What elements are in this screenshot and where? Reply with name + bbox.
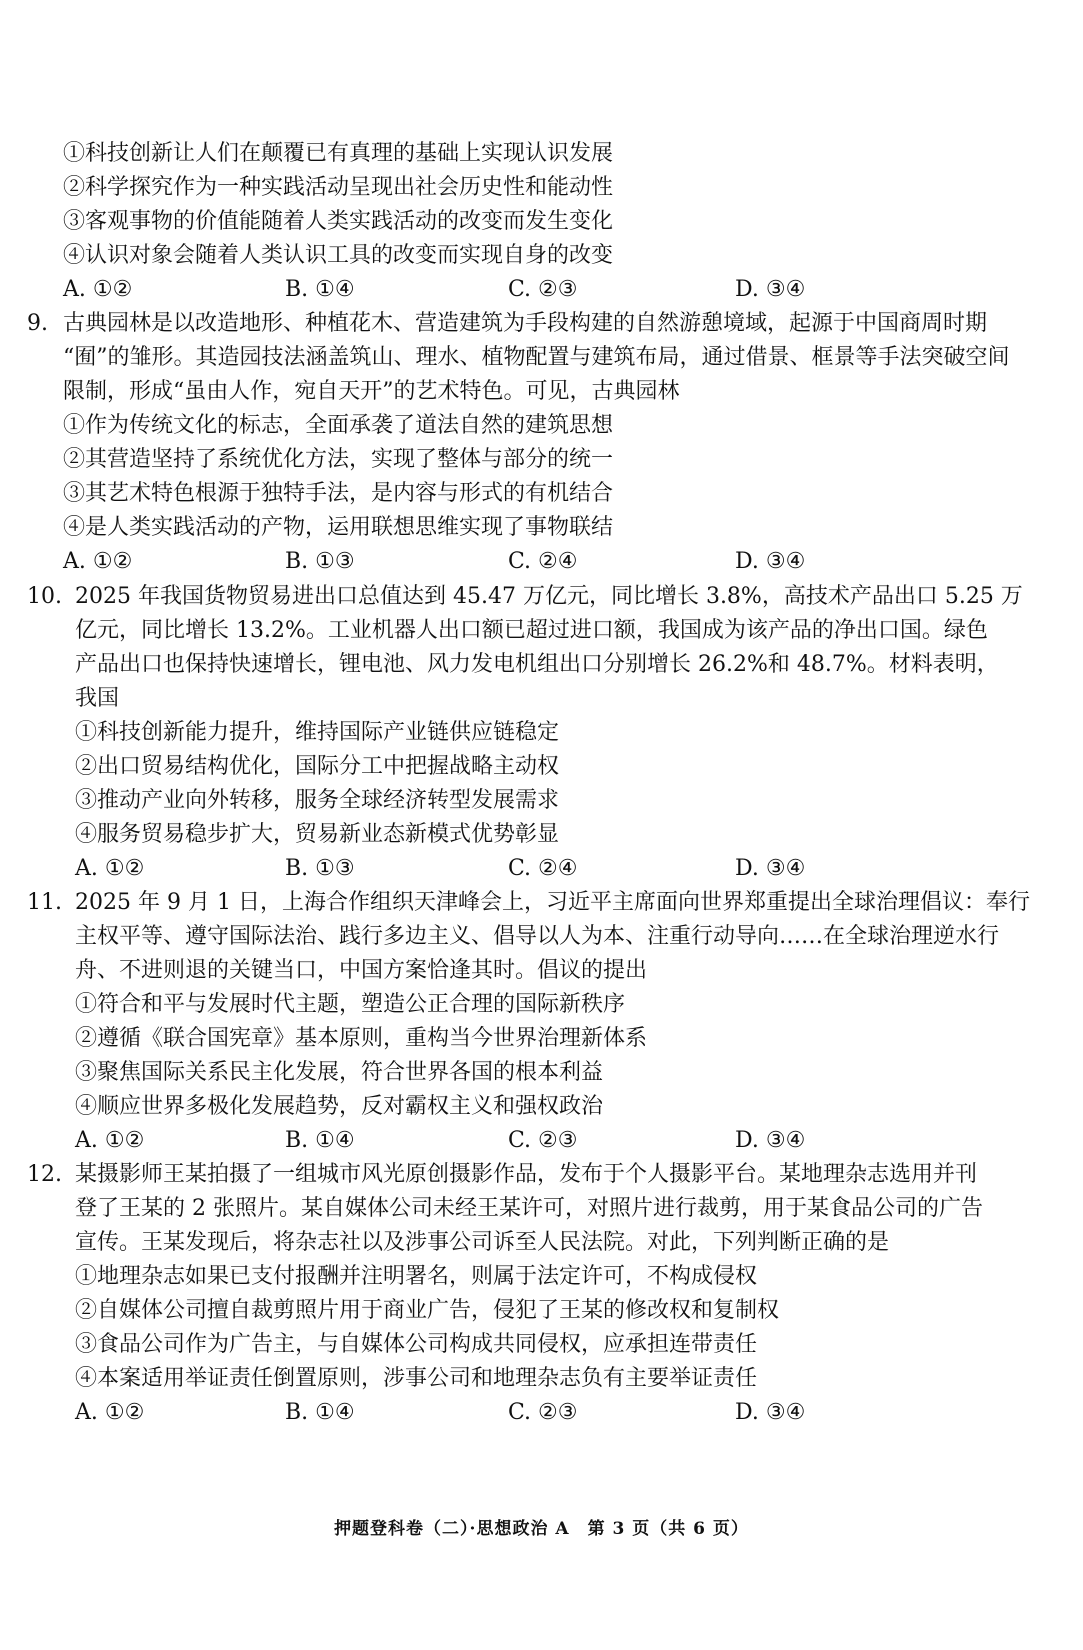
q10-option-d: D. ③④ [735, 856, 806, 881]
q9-stem-line-2: “囿”的雏形。其造园技法涵盖筑山、理水、植物配置与建筑布局，通过借景、框景等手法突破空间 [63, 345, 1010, 370]
q10-number: 10. [27, 584, 62, 609]
q8-item-1: ①科技创新让人们在颠覆已有真理的基础上实现认识发展 [63, 141, 614, 166]
q8-item-3: ③客观事物的价值能随着人类实践活动的改变而发生变化 [63, 209, 614, 234]
q11-option-a: A. ①② [75, 1128, 145, 1153]
q10-item-3: ③推动产业向外转移，服务全球经济转型发展需求 [75, 788, 560, 813]
q11-option-b: B. ①④ [285, 1128, 355, 1153]
q9-item-4: ④是人类实践活动的产物，运用联想思维实现了事物联结 [63, 515, 614, 540]
q10-stem-line-1: 2025 年我国货物贸易进出口总值达到 45.47 万亿元，同比增长 3.8%，高技术产品出口 5.25 万 [75, 584, 1023, 609]
q11-item-4: ④顺应世界多极化发展趋势，反对霸权主义和强权政治 [75, 1094, 604, 1119]
q10-stem-line-4: 我国 [75, 686, 120, 711]
q11-item-1: ①符合和平与发展时代主题，塑造公正合理的国际新秩序 [75, 992, 626, 1017]
q10-item-4: ④服务贸易稳步扩大，贸易新业态新模式优势彰显 [75, 822, 560, 847]
q9-number: 9. [27, 311, 48, 336]
q9-stem-line-1: 古典园林是以改造地形、种植花木、营造建筑为手段构建的自然游憩境域，起源于中国商周时期 [63, 311, 988, 336]
q12-stem-line-1: 某摄影师王某拍摄了一组城市风光原创摄影作品，发布于个人摄影平台。某地理杂志选用并刊 [75, 1162, 978, 1187]
q9-item-1: ①作为传统文化的标志，全面承袭了道法自然的建筑思想 [63, 413, 614, 438]
q8-item-4: ④认识对象会随着人类认识工具的改变而实现自身的改变 [63, 243, 614, 268]
q11-item-3: ③聚焦国际关系民主化发展，符合世界各国的根本利益 [75, 1060, 604, 1085]
q12-option-a: A. ①② [75, 1400, 145, 1425]
q8-option-a: A. ①② [63, 277, 133, 302]
q11-option-c: C. ②③ [508, 1128, 578, 1153]
q9-option-b: B. ①③ [285, 549, 355, 574]
q11-number: 11. [27, 890, 62, 915]
q9-item-3: ③其艺术特色根源于独特手法，是内容与形式的有机结合 [63, 481, 614, 506]
q10-option-a: A. ①② [75, 856, 145, 881]
q9-option-a: A. ①② [63, 549, 133, 574]
q9-stem-line-3: 限制，形成“虽由人作，宛自天开”的艺术特色。可见，古典园林 [63, 379, 680, 404]
q11-stem-line-2: 主权平等、遵守国际法治、践行多边主义、倡导以人为本、注重行动导向……在全球治理逆水行 [75, 924, 1000, 949]
q9-item-2: ②其营造坚持了系统优化方法，实现了整体与部分的统一 [63, 447, 614, 472]
q12-item-3: ③食品公司作为广告主，与自媒体公司构成共同侵权，应承担连带责任 [75, 1332, 758, 1357]
q8-option-d: D. ③④ [735, 277, 806, 302]
q10-option-b: B. ①③ [285, 856, 355, 881]
q12-number: 12. [27, 1162, 62, 1187]
q12-item-1: ①地理杂志如果已支付报酬并注明署名，则属于法定许可，不构成侵权 [75, 1264, 758, 1289]
q11-option-d: D. ③④ [735, 1128, 806, 1153]
q10-stem-line-3: 产品出口也保持快速增长，锂电池、风力发电机组出口分别增长 26.2%和 48.7%。材料表明， [75, 652, 999, 677]
q10-item-1: ①科技创新能力提升，维持国际产业链供应链稳定 [75, 720, 560, 745]
q8-option-b: B. ①④ [285, 277, 355, 302]
q12-option-b: B. ①④ [285, 1400, 355, 1425]
q12-item-4: ④本案适用举证责任倒置原则，涉事公司和地理杂志负有主要举证责任 [75, 1366, 758, 1391]
q12-option-c: C. ②③ [508, 1400, 578, 1425]
q8-item-2: ②科学探究作为一种实践活动呈现出社会历史性和能动性 [63, 175, 614, 200]
page-footer: 押题登科卷（二）·思想政治 A 第 3 页（共 6 页） [334, 1519, 749, 1539]
q12-stem-line-2: 登了王某的 2 张照片。某自媒体公司未经王某许可，对照片进行裁剪，用于某食品公司的广告 [75, 1196, 983, 1221]
q9-option-c: C. ②④ [508, 549, 578, 574]
q12-stem-line-3: 宣传。王某发现后，将杂志社以及涉事公司诉至人民法院。对此，下列判断正确的是 [75, 1230, 890, 1255]
q11-item-2: ②遵循《联合国宪章》基本原则，重构当今世界治理新体系 [75, 1026, 648, 1051]
q12-option-d: D. ③④ [735, 1400, 806, 1425]
q8-option-c: C. ②③ [508, 277, 578, 302]
q11-stem-line-3: 舟、不进则退的关键当口，中国方案恰逢其时。倡议的提出 [75, 958, 648, 983]
q11-stem-line-1: 2025 年 9 月 1 日，上海合作组织天津峰会上，习近平主席面向世界郑重提出全球治理倡议：奉行 [75, 890, 1030, 915]
q9-option-d: D. ③④ [735, 549, 806, 574]
q10-item-2: ②出口贸易结构优化，国际分工中把握战略主动权 [75, 754, 560, 779]
q10-stem-line-2: 亿元，同比增长 13.2%。工业机器人出口额已超过进口额，我国成为该产品的净出口国。绿色 [75, 618, 988, 643]
q12-item-2: ②自媒体公司擅自裁剪照片用于商业广告，侵犯了王某的修改权和复制权 [75, 1298, 780, 1323]
q10-option-c: C. ②④ [508, 856, 578, 881]
